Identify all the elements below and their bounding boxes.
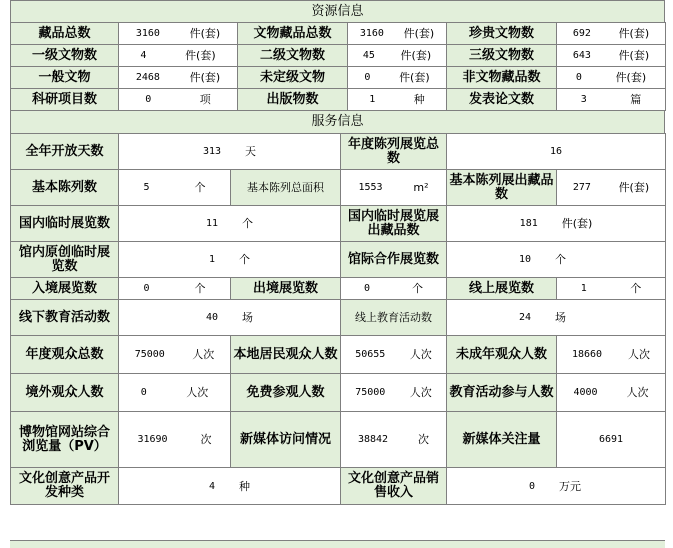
papers-label: 发表论文数 <box>447 89 557 111</box>
basic-items-cell <box>557 170 666 206</box>
open-days-value: 313 <box>202 146 222 157</box>
cultural-income-label: 文化创意产品销售收入 <box>341 468 447 505</box>
resource-table <box>10 22 666 111</box>
new-media-follow-value: 6691 <box>598 434 624 445</box>
online-exhibits-label: 线上展览数 <box>447 278 557 300</box>
table-row <box>11 278 666 300</box>
total-collection-label: 藏品总数 <box>11 23 119 45</box>
new-media-unit: 次 <box>418 433 430 446</box>
inbound-unit: 个 <box>194 282 206 295</box>
grade1-label: 一级文物数 <box>11 45 119 67</box>
domestic-temp-items-unit: 件(套) <box>561 217 593 230</box>
new-media-value: 38842 <box>357 434 389 445</box>
table-row <box>11 170 666 206</box>
annual-visitors-unit: 人次 <box>192 348 215 361</box>
table-row <box>11 468 666 505</box>
outbound-value: 0 <box>363 283 371 294</box>
ungraded-label: 未定级文物 <box>238 67 348 89</box>
cooperation-unit: 个 <box>555 253 567 266</box>
grade2-unit: 件(套) <box>400 49 432 62</box>
online-edu-label: 线上教育活动数 <box>341 300 447 336</box>
precious-cell <box>557 23 666 45</box>
cultural-income-value: 0 <box>529 480 536 492</box>
online-edu-cell <box>447 300 666 336</box>
website-pv-value: 31690 <box>137 434 168 445</box>
inbound-label: 入境展览数 <box>11 278 119 300</box>
cooperation-label: 馆际合作展览数 <box>341 242 447 278</box>
local-visitors-unit: 人次 <box>409 348 432 361</box>
basic-area-label: 基本陈列总面积 <box>231 170 341 206</box>
relic-total-value: 3160 <box>359 28 384 39</box>
original-temp-cell <box>119 242 341 278</box>
service-table <box>10 133 666 505</box>
foreign-visitors-unit: 人次 <box>186 386 209 399</box>
ungraded-unit: 件(套) <box>399 71 430 84</box>
foreign-visitors-label: 境外观众人数 <box>11 374 119 412</box>
domestic-temp-value: 11 <box>205 218 219 229</box>
grade2-cell <box>348 45 447 67</box>
total-collection-value: 3160 <box>135 28 160 39</box>
online-edu-value: 24 <box>519 312 532 323</box>
minor-visitors-label: 未成年观众人数 <box>447 336 557 374</box>
inbound-value: 0 <box>143 283 150 294</box>
outbound-label: 出境展览数 <box>231 278 341 300</box>
general-value: 2468 <box>135 72 160 83</box>
basic-area-value: 1553 <box>358 182 383 193</box>
new-media-follow-cell <box>557 412 666 468</box>
cultural-income-unit: 万元 <box>559 479 582 493</box>
publications-unit: 种 <box>413 93 425 106</box>
table-row <box>11 89 666 111</box>
basic-area-cell <box>341 170 447 206</box>
grade1-cell <box>119 45 238 67</box>
cultural-income-cell <box>447 468 666 505</box>
grade3-unit: 件(套) <box>618 49 650 62</box>
minor-visitors-unit: 人次 <box>628 348 651 361</box>
table-row <box>11 67 666 89</box>
research-label: 科研项目数 <box>11 89 119 111</box>
outbound-unit: 个 <box>412 282 423 295</box>
online-edu-unit: 场 <box>555 311 567 324</box>
ungraded-value: 0 <box>364 72 371 83</box>
open-days-unit: 天 <box>245 145 257 158</box>
museum-info-sheet <box>10 0 665 547</box>
offline-edu-value: 40 <box>205 312 219 323</box>
website-pv-unit: 次 <box>200 433 212 446</box>
non-relic-cell <box>557 67 666 89</box>
research-cell <box>119 89 238 111</box>
free-visitors-unit: 人次 <box>409 386 432 399</box>
total-collection-cell <box>119 23 238 45</box>
resource-section-header <box>10 0 665 22</box>
online-exhibits-cell <box>557 278 666 300</box>
original-temp-unit: 个 <box>239 253 251 266</box>
local-visitors-value: 50655 <box>355 349 386 360</box>
table-row <box>11 374 666 412</box>
service-section-header <box>10 111 665 133</box>
edu-participants-label: 教育活动参与人数 <box>447 374 557 412</box>
precious-label: 珍贵文物数 <box>447 23 557 45</box>
edu-participants-value: 4000 <box>573 387 598 398</box>
table-row <box>11 206 666 242</box>
domestic-temp-items-cell <box>447 206 666 242</box>
total-collection-unit: 件(套) <box>189 27 221 40</box>
annual-visitors-cell <box>119 336 231 374</box>
minor-visitors-value: 18660 <box>571 349 603 360</box>
grade2-value: 45 <box>362 50 375 61</box>
annual-visitors-value: 75000 <box>134 349 165 360</box>
table-row <box>11 23 666 45</box>
publications-label: 出版物数 <box>238 89 348 111</box>
website-pv-label: 博物馆网站综合浏览量（PV） <box>11 412 119 468</box>
non-relic-value: 0 <box>575 72 582 83</box>
free-visitors-value: 75000 <box>355 387 386 398</box>
offline-edu-label: 线下教育活动数 <box>11 300 119 336</box>
offline-edu-cell <box>119 300 341 336</box>
website-pv-cell <box>119 412 231 468</box>
open-days-cell <box>119 134 341 170</box>
edu-participants-cell <box>557 374 666 412</box>
papers-unit: 篇 <box>630 93 642 106</box>
grade3-value: 643 <box>572 50 591 61</box>
non-relic-label: 非文物藏品数 <box>447 67 557 89</box>
original-temp-label: 馆内原创临时展览数 <box>11 242 119 278</box>
cultural-kinds-unit: 种 <box>239 479 251 493</box>
basic-items-unit: 件(套) <box>618 181 650 194</box>
basic-area-unit: m² <box>413 181 429 194</box>
grade1-unit: 件(套) <box>185 49 216 62</box>
grade1-value: 4 <box>140 50 147 61</box>
domestic-temp-items-label: 国内临时展览展出藏品数 <box>341 206 447 242</box>
domestic-temp-items-value: 181 <box>519 218 538 229</box>
precious-unit: 件(套) <box>618 27 650 40</box>
annual-exhibits-cell <box>447 134 666 170</box>
new-media-label: 新媒体访问情况 <box>231 412 341 468</box>
table-row <box>11 45 666 67</box>
basic-exhibits-value: 5 <box>143 182 150 193</box>
annual-visitors-label: 年度观众总数 <box>11 336 119 374</box>
free-visitors-label: 免费参观人数 <box>231 374 341 412</box>
non-relic-unit: 件(套) <box>615 71 647 84</box>
general-label: 一般文物 <box>11 67 119 89</box>
cooperation-value: 10 <box>519 254 532 265</box>
general-unit: 件(套) <box>189 71 221 84</box>
domestic-temp-label: 国内临时展览数 <box>11 206 119 242</box>
resource-section-title: 资源信息 <box>311 4 364 19</box>
basic-exhibits-unit: 个 <box>194 181 206 194</box>
annual-exhibits-value: 16 <box>549 146 563 157</box>
inbound-cell <box>119 278 231 300</box>
table-row <box>11 134 666 170</box>
cultural-kinds-value: 4 <box>208 480 216 492</box>
online-exhibits-unit: 个 <box>630 282 642 295</box>
precious-value: 692 <box>572 28 591 39</box>
foreign-visitors-value: 0 <box>140 387 147 398</box>
basic-exhibits-label: 基本陈列数 <box>11 170 119 206</box>
basic-items-label: 基本陈列展出藏品数 <box>447 170 557 206</box>
original-temp-value: 1 <box>208 254 216 265</box>
table-row <box>11 242 666 278</box>
papers-cell <box>557 89 666 111</box>
service-section-title: 服务信息 <box>311 114 364 129</box>
ungraded-cell <box>348 67 447 89</box>
general-cell <box>119 67 238 89</box>
online-exhibits-value: 1 <box>580 283 587 294</box>
annual-exhibits-label: 年度陈列展览总数 <box>341 134 447 170</box>
free-visitors-cell <box>341 374 447 412</box>
open-days-label: 全年开放天数 <box>11 134 119 170</box>
table-row <box>11 336 666 374</box>
publications-cell <box>348 89 447 111</box>
table-row <box>11 300 666 336</box>
grade3-label: 三级文物数 <box>447 45 557 67</box>
table-row <box>11 412 666 468</box>
offline-edu-unit: 场 <box>242 311 254 324</box>
minor-visitors-cell <box>557 336 666 374</box>
foreign-visitors-cell <box>119 374 231 412</box>
research-unit: 项 <box>199 93 211 106</box>
grade3-cell <box>557 45 666 67</box>
basic-items-value: 277 <box>572 182 591 193</box>
new-media-follow-label: 新媒体关注量 <box>447 412 557 468</box>
cultural-kinds-cell <box>119 468 341 505</box>
relic-total-unit: 件(套) <box>403 27 435 40</box>
cultural-kinds-label: 文化创意产品开发种类 <box>11 468 119 505</box>
new-media-cell <box>341 412 447 468</box>
outbound-cell <box>341 278 447 300</box>
publications-value: 1 <box>369 94 376 105</box>
domestic-temp-unit: 个 <box>242 217 254 230</box>
local-visitors-label: 本地居民观众人数 <box>231 336 341 374</box>
grade2-label: 二级文物数 <box>238 45 348 67</box>
domestic-temp-cell <box>119 206 341 242</box>
basic-exhibits-cell <box>119 170 231 206</box>
relic-total-label: 文物藏品总数 <box>238 23 348 45</box>
research-value: 0 <box>145 94 152 105</box>
edu-participants-unit: 人次 <box>626 386 649 399</box>
relic-total-cell <box>348 23 447 45</box>
papers-value: 3 <box>580 94 587 105</box>
local-visitors-cell <box>341 336 447 374</box>
cooperation-cell <box>447 242 666 278</box>
